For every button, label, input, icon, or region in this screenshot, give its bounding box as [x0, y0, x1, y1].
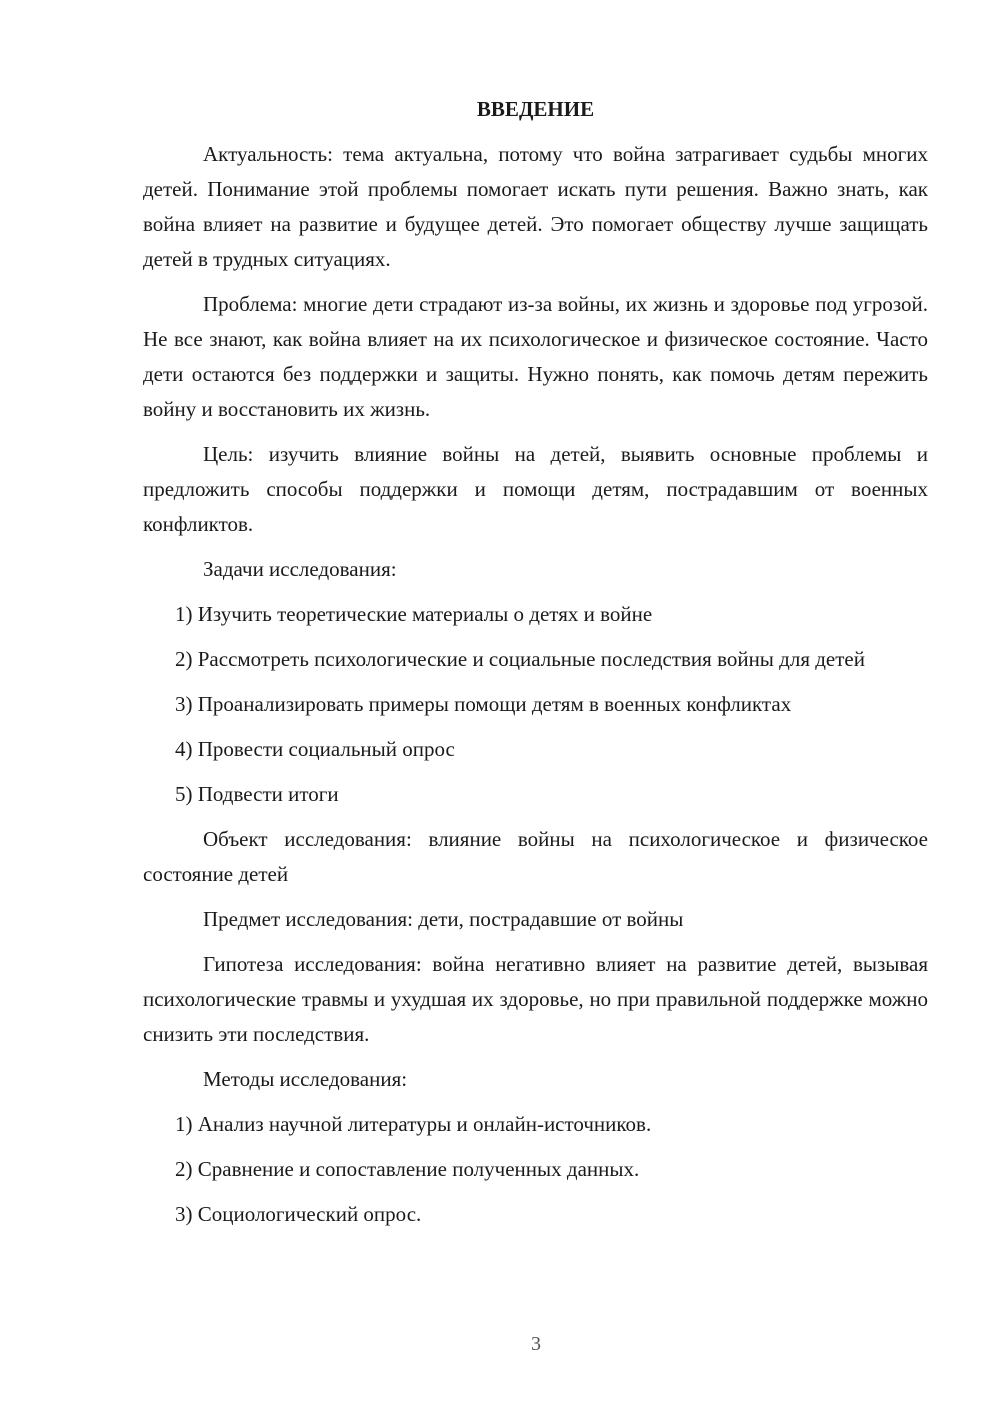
task-item: 4) Провести социальный опрос	[175, 737, 455, 761]
methods-heading: Методы исследования:	[203, 1067, 408, 1091]
task-item: 1) Изучить теоретические материалы о детях и войне	[175, 602, 653, 626]
paragraph-relevance: Актуальность: тема актуальна, потому что война затрагивает судьбы многих детей. Понимание этой проблемы помогает искать пути решения. Важно знать, как война влияет на развитие и будущее детей. Это помогает обществу лучше защищать детей в трудных ситуациях.	[143, 142, 928, 271]
task-item: 5) Подвести итоги	[175, 782, 339, 806]
tasks-heading: Задачи исследования:	[203, 557, 397, 581]
method-item: 3) Социологический опрос.	[175, 1202, 422, 1226]
paragraph-goal: Цель: изучить влияние войны на детей, выявить основные проблемы и предложить способы поддержки и помощи детям, пострадавшим от военных конфликтов.	[143, 442, 928, 536]
section-heading: ВВЕДЕНИЕ	[476, 97, 595, 121]
paragraph-problem: Проблема: многие дети страдают из-за войны, их жизнь и здоровье под угрозой. Не все знают, как война влияет на их психологическое и физическое состояние. Часто дети остаются без поддержки и защиты. Нужно понять, как помочь детям пережить войну и восстановить их жизнь.	[143, 292, 928, 421]
paragraph-subject: Предмет исследования: дети, пострадавшие от войны	[203, 907, 684, 931]
paragraph-hypothesis: Гипотеза исследования: война негативно влияет на развитие детей, вызывая психологические травмы и ухудшая их здоровье, но при правильной поддержке можно снизить эти последствия.	[143, 952, 928, 1046]
paragraph-object: Объект исследования: влияние войны на психологическое и физическое состояние детей	[143, 827, 928, 886]
task-item: 2) Рассмотреть психологические и социальные последствия войны для детей	[175, 647, 865, 671]
method-item: 2) Сравнение и сопоставление полученных данных.	[175, 1157, 640, 1181]
page-content	[143, 92, 928, 1242]
method-item: 1) Анализ научной литературы и онлайн-источников.	[175, 1112, 652, 1136]
page-number: 3	[531, 1333, 541, 1355]
task-item: 3) Проанализировать примеры помощи детям в военных конфликтах	[175, 692, 792, 716]
